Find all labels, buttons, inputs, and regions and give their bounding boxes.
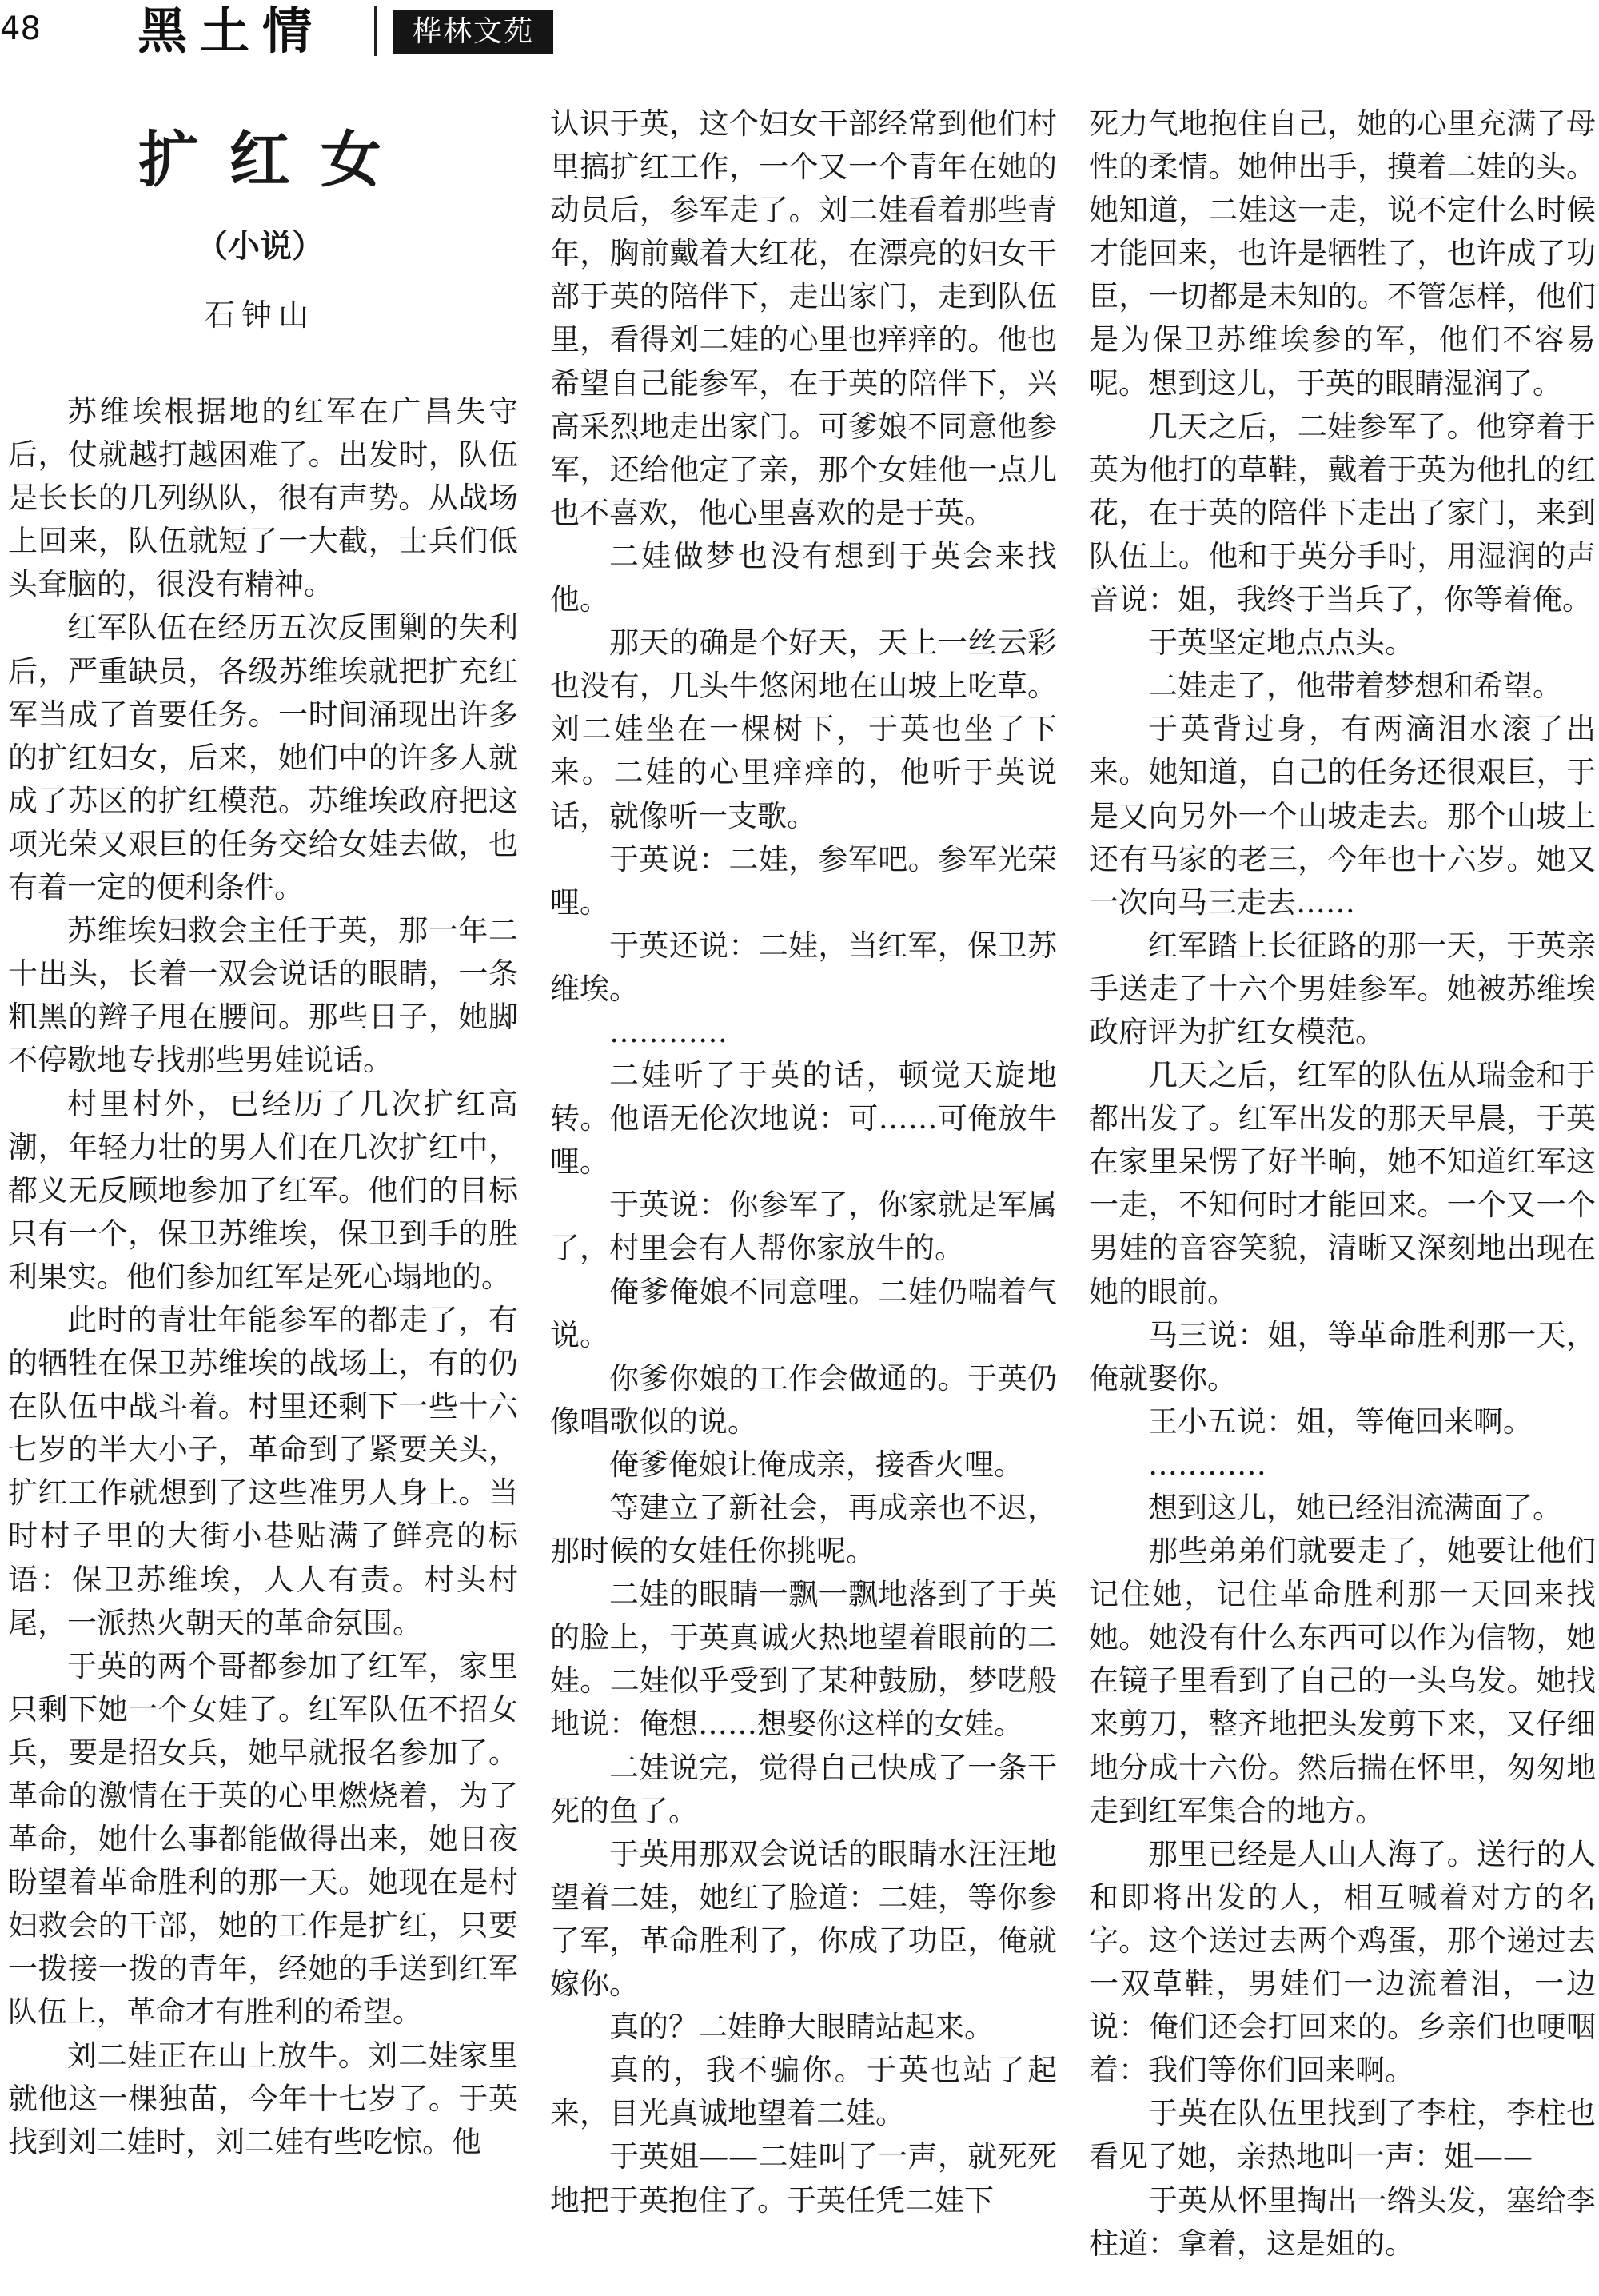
paragraph: 几天之后，二娃参军了。他穿着于英为他打的草鞋，戴着于英为他扎的红花，在于英的陪伴下走出了家门，来到队伍上。他和于英分手时，用湿润的声音说：姐，我终于当兵了，你等着俺。 — [1089, 409, 1596, 617]
paragraph: 刘二娃正在山上放牛。刘二娃家里就他这一棵独苗，今年十七岁了。于英找到刘二娃时，刘二娃有些吃惊。他 — [8, 2038, 518, 2159]
paragraph: 于英说：你参军了，你家就是军属了，村里会有人帮你家放牛的。 — [550, 1188, 1057, 1266]
magazine-masthead: 黑土情 — [138, 2, 325, 60]
continued-paragraph: 认识于英，这个妇女干部经常到他们村里搞扩红工作，一个又一个青年在她的动员后，参军走了。刘二娃看着那些青年，胸前戴着大红花，在漂亮的妇女干部于英的陪伴下，走出家门，走到队伍里，看得刘二娃的心里也痒痒的。他也希望自己能参军，在于英的陪伴下，兴高采烈地走出家门。可爹娘不同意他参军，还给他定了亲，那个女娃他一点儿也不喜欢，他心里喜欢的是于英。 — [550, 106, 1057, 530]
paragraph: 于英还说：二娃，当红军，保卫苏维埃。 — [550, 928, 1057, 1006]
paragraph: 红军踏上长征路的那一天，于英亲手送走了十六个男娃参军。她被苏维埃政府评为扩红女模范。 — [1089, 928, 1596, 1049]
paragraph: 俺爹俺娘让俺成亲，接香火哩。 — [609, 1447, 1023, 1482]
paragraph: 王小五说：姐，等俺回来啊。 — [1148, 1404, 1533, 1439]
paragraph: 于英坚定地点点头。 — [1148, 625, 1414, 661]
paragraph: 于英用那双会说话的眼睛水汪汪地望着二娃，她红了脸道：二娃，等你参了军，革命胜利了，你成了功臣，俺就嫁你。 — [550, 1836, 1057, 2002]
paragraph: 俺爹俺娘不同意哩。二娃仍喘着气说。 — [550, 1274, 1057, 1352]
paragraph: 二娃的眼睛一飘一飘地落到了于英的脸上，于英真诚火热地望着眼前的二娃。二娃似乎受到了某种鼓励，梦呓般地说：俺想……想娶你这样的女娃。 — [550, 1577, 1057, 1742]
article-author: 石钟山 — [204, 297, 315, 333]
paragraph: 红军队伍在经历五次反围剿的失利后，严重缺员，各级苏维埃就把扩充红军当成了首要任务。一时间涌现出许多的扩红妇女，后来，她们中的许多人就成了苏区的扩红模范。苏维埃政府把这项光荣又艰巨的任务交给女娃去做，也有着一定的便利条件。 — [8, 610, 518, 905]
paragraph: 此时的青壮年能参军的都走了，有的牺牲在保卫苏维埃的战场上，有的仍在队伍中战斗着。村里还剩下一些十六七岁的半大小子，革命到了紧要关头，扩红工作就想到了这些准男人身上。当时村子里的大街小巷贴满了鲜亮的标语：保卫苏维埃，人人有责。村头村尾，一派热火朝天的革命氛围。 — [8, 1302, 518, 1640]
paragraph: 于英的两个哥都参加了红军，家里只剩下她一个女娃了。红军队伍不招女兵，要是招女兵，她早就报名参加了。革命的激情在于英的心里燃烧着，为了革命，她什么事都能做得出来，她日夜盼望着革命胜利的那一天。她现在是村妇救会的干部，她的工作是扩红，只要一拨接一拨的青年，经她的手送到红军队伍上，革命才有胜利的希望。 — [8, 1648, 518, 2030]
paragraph: ………… — [1148, 1447, 1266, 1482]
paragraph: 马三说：姐，等革命胜利那一天，俺就娶你。 — [1089, 1317, 1596, 1396]
text-column-1 — [8, 390, 518, 2164]
paragraph: 于英说：二娃，参军吧。参军光荣哩。 — [550, 841, 1057, 920]
paragraph: 于英背过身，有两滴泪水滚了出来。她知道，自己的任务还很艰巨，于是又向另外一个山坡走去。那个山坡上还有马家的老三，今年也十六岁。她又一次向马三走去…… — [1089, 712, 1596, 920]
paragraph: ………… — [609, 1014, 728, 1049]
paragraph: 几天之后，红军的队伍从瑞金和于都出发了。红军出发的那天早晨，于英在家里呆愣了好半晌，她不知道红军这一走，不知何时才能回来。一个又一个男娃的音容笑貌，清晰又深刻地出现在她的眼前。 — [1089, 1058, 1596, 1309]
paragraph: 二娃做梦也没有想到于英会来找他。 — [550, 538, 1057, 617]
paragraph: 真的？二娃睁大眼睛站起来。 — [609, 2010, 994, 2045]
paragraph: 二娃说完，觉得自己快成了一条干死的鱼了。 — [550, 1750, 1057, 1828]
article-title: 扩红女 — [138, 124, 412, 195]
paragraph: 二娃走了，他带着梦想和希望。 — [1148, 669, 1562, 704]
header-divider — [374, 6, 377, 56]
paragraph: 想到这儿，她已经泪流满面了。 — [1148, 1491, 1562, 1525]
paragraph: 真的，我不骗你。于英也站了起来，目光真诚地望着二娃。 — [550, 2053, 1057, 2131]
paragraph: 那里已经是人山人海了。送行的人和即将出发的人，相互喊着对方的名字。这个送过去两个鸡蛋，那个递过去一双草鞋，男娃们一边流着泪，一边说：俺们还会打回来的。乡亲们也哽咽着：我们等你们回来啊。 — [1089, 1836, 1596, 2088]
paragraph: 村里村外，已经历了几次扩红高潮，年轻力壮的男人们在几次扩红中，都义无反顾地参加了红军。他们的目标只有一个，保卫苏维埃，保卫到手的胜利果实。他们参加红军是死心塌地的。 — [8, 1086, 518, 1294]
paragraph: 于英在队伍里找到了李柱，李柱也看见了她，亲热地叫一声：姐—— — [1089, 2096, 1596, 2174]
article-subtitle: （小说） — [196, 227, 324, 265]
paragraph: 于英从怀里掏出一绺头发，塞给李柱道：拿着，这是姐的。 — [1089, 2182, 1596, 2261]
text-column-3 — [1089, 102, 1596, 2266]
continued-paragraph: 死力气地抱住自己，她的心里充满了母性的柔情。她伸出手，摸着二娃的头。她知道，二娃这一走，说不定什么时候才能回来，也许是牺牲了，也许成了功臣，一切都是未知的。不管怎样，他们是为保卫苏维埃参的军，他们不容易呢。想到这儿，于英的眼睛湿润了。 — [1089, 106, 1596, 401]
paragraph: 等建立了新社会，再成亲也不迟，那时候的女娃任你挑呢。 — [550, 1491, 1057, 1569]
paragraph: 你爹你娘的工作会做通的。于英仍像唱歌似的说。 — [550, 1360, 1057, 1439]
paragraph: 苏维埃根据地的红军在广昌失守后，仗就越打越困难了。出发时，队伍是长长的几列纵队，很有声势。从战场上回来，队伍就短了一大截，士兵们低头耷脑的，很没有精神。 — [8, 394, 518, 602]
page-number: 48 — [0, 10, 41, 47]
paragraph: 二娃听了于英的话，顿觉天旋地转。他语无伦次地说：可……可俺放牛哩。 — [550, 1058, 1057, 1180]
title-block — [0, 120, 520, 339]
paragraph: 那些弟弟们就要走了，她要让他们记住她，记住革命胜利那一天回来找她。她没有什么东西可以作为信物，她在镜子里看到了自己的一头乌发。她找来剪刀，整齐地把头发剪下来，又仔细地分成十六份。然后揣在怀里，匆匆地走到红军集合的地方。 — [1089, 1534, 1596, 1828]
paragraph: 那天的确是个好天，天上一丝云彩也没有，几头牛悠闲地在山坡上吃草。刘二娃坐在一棵树下，于英也坐了下来。二娃的心里痒痒的，他听于英说话，就像听一支歌。 — [550, 625, 1057, 833]
paragraph: 苏维埃妇救会主任于英，那一年二十出头，长着一双会说话的眼睛，一条粗黑的辫子甩在腰间。那些日子，她脚不停歇地专找那些男娃说话。 — [8, 913, 518, 1078]
text-column-2 — [550, 102, 1057, 2222]
paragraph: 于英姐——二娃叫了一声，就死死地把于英抱住了。于英任凭二娃下 — [550, 2139, 1057, 2218]
section-label: 桦林文苑 — [393, 10, 553, 54]
